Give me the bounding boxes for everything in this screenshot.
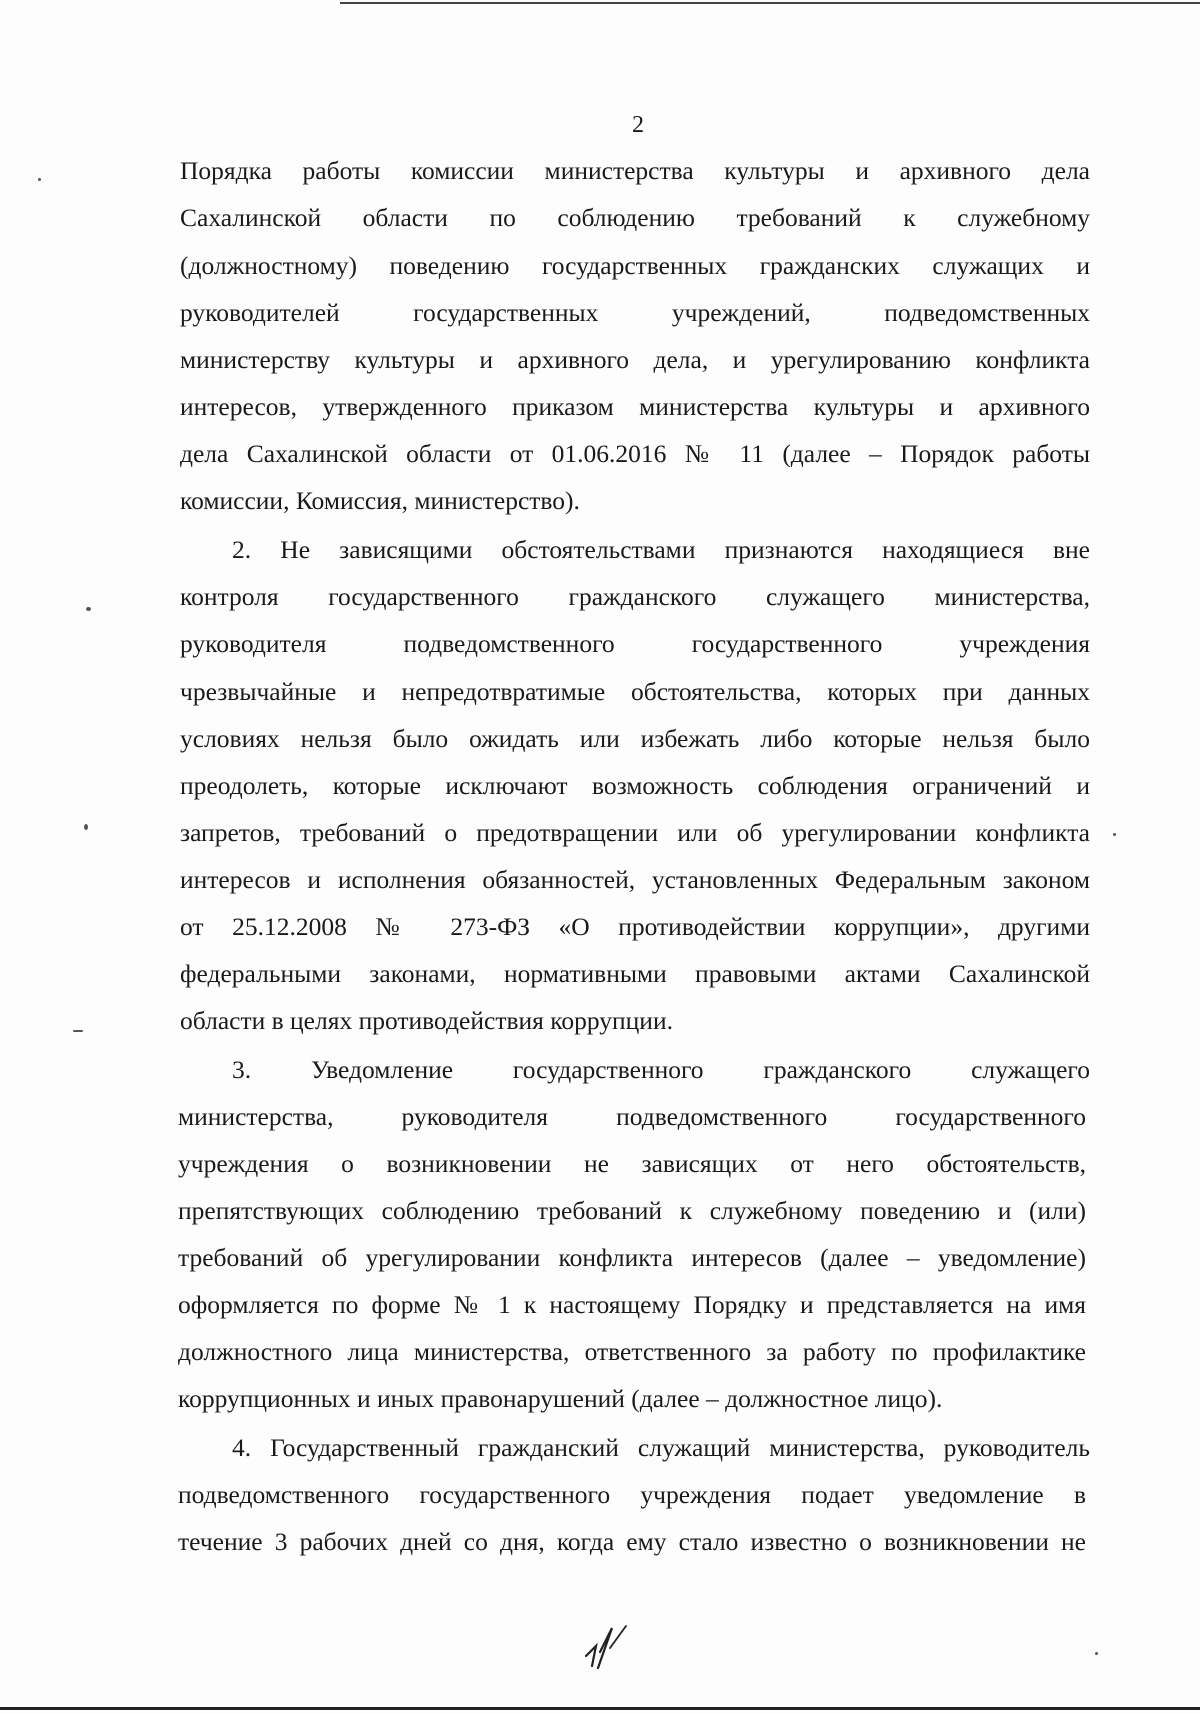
text-line: (должностному) поведению государственных гражданских служащих и [180, 251, 1090, 280]
top-edge-rule [340, 2, 1200, 4]
text-line: министерству культуры и архивного дела, и урегулированию конфликта [180, 345, 1090, 374]
text-line: руководителей государственных учреждений, подведомственных [180, 298, 1090, 327]
text-line: оформляется по форме № 1 к настоящему Порядку и представляется на имя [178, 1290, 1086, 1319]
scan-speck [1095, 1652, 1098, 1655]
text-line: условиях нельзя было ожидать или избежать либо которые нельзя было [180, 724, 1090, 753]
text-line: министерства, руководителя подведомственного государственного [178, 1102, 1086, 1131]
text-line: Порядка работы комиссии министерства культуры и архивного дела [180, 156, 1090, 185]
scan-speck [73, 1030, 83, 1032]
text-line: должностного лица министерства, ответственного за работу по профилактике [178, 1337, 1086, 1366]
scan-speck [1113, 833, 1116, 836]
handwritten-mark [580, 1622, 640, 1672]
text-line: преодолеть, которые исключают возможность соблюдения ограничений и [180, 771, 1090, 800]
text-line: интересов, утвержденного приказом министерства культуры и архивного [180, 392, 1090, 421]
text-line: дела Сахалинской области от 01.06.2016 № 11 (далее – Порядок работы [180, 439, 1090, 468]
paragraph-4-first-line: 4. Государственный гражданский служащий министерства, руководитель [232, 1433, 1090, 1462]
page-number [0, 112, 1200, 139]
text-line: Сахалинской области по соблюдению требований к служебному [180, 203, 1090, 232]
scan-speck [86, 607, 91, 611]
text-line: подведомственного государственного учреждения подает уведомление в [178, 1480, 1086, 1509]
text-line: коррупционных и иных правонарушений (далее – должностное лицо). [178, 1384, 943, 1413]
bottom-edge-rule [0, 1707, 1200, 1710]
text-line: интересов и исполнения обязанностей, установленных Федеральным законом [180, 865, 1090, 894]
scan-speck [38, 178, 41, 181]
text-line: контроля государственного гражданского служащего министерства, [180, 582, 1090, 611]
text-line: руководителя подведомственного государственного учреждения [180, 629, 1090, 658]
scan-speck [84, 824, 88, 830]
text-line: от 25.12.2008 № 273-ФЗ «О противодействии коррупции», другими [180, 912, 1090, 941]
text-line: требований об урегулировании конфликта интересов (далее – уведомление) [178, 1243, 1086, 1272]
page-number-text: 2 [632, 112, 644, 138]
text-line: федеральными законами, нормативными правовыми актами Сахалинской [180, 959, 1090, 988]
text-line: учреждения о возникновении не зависящих от него обстоятельств, [178, 1149, 1086, 1178]
text-line: препятствующих соблюдению требований к служебному поведению и (или) [178, 1196, 1086, 1225]
paragraph-3-first-line: 3. Уведомление государственного гражданского служащего [232, 1055, 1090, 1084]
text-line: области в целях противодействия коррупции. [180, 1006, 673, 1035]
text-line: течение 3 рабочих дней со дня, когда ему стало известно о возникновении не [178, 1527, 1086, 1556]
text-line: чрезвычайные и непредотвратимые обстоятельства, которых при данных [180, 677, 1090, 706]
text-line: комиссии, Комиссия, министерство). [180, 486, 580, 515]
text-line: запретов, требований о предотвращении или об урегулировании конфликта [180, 818, 1090, 847]
paragraph-2-first-line: 2. Не зависящими обстоятельствами признаются находящиеся вне [232, 535, 1090, 564]
